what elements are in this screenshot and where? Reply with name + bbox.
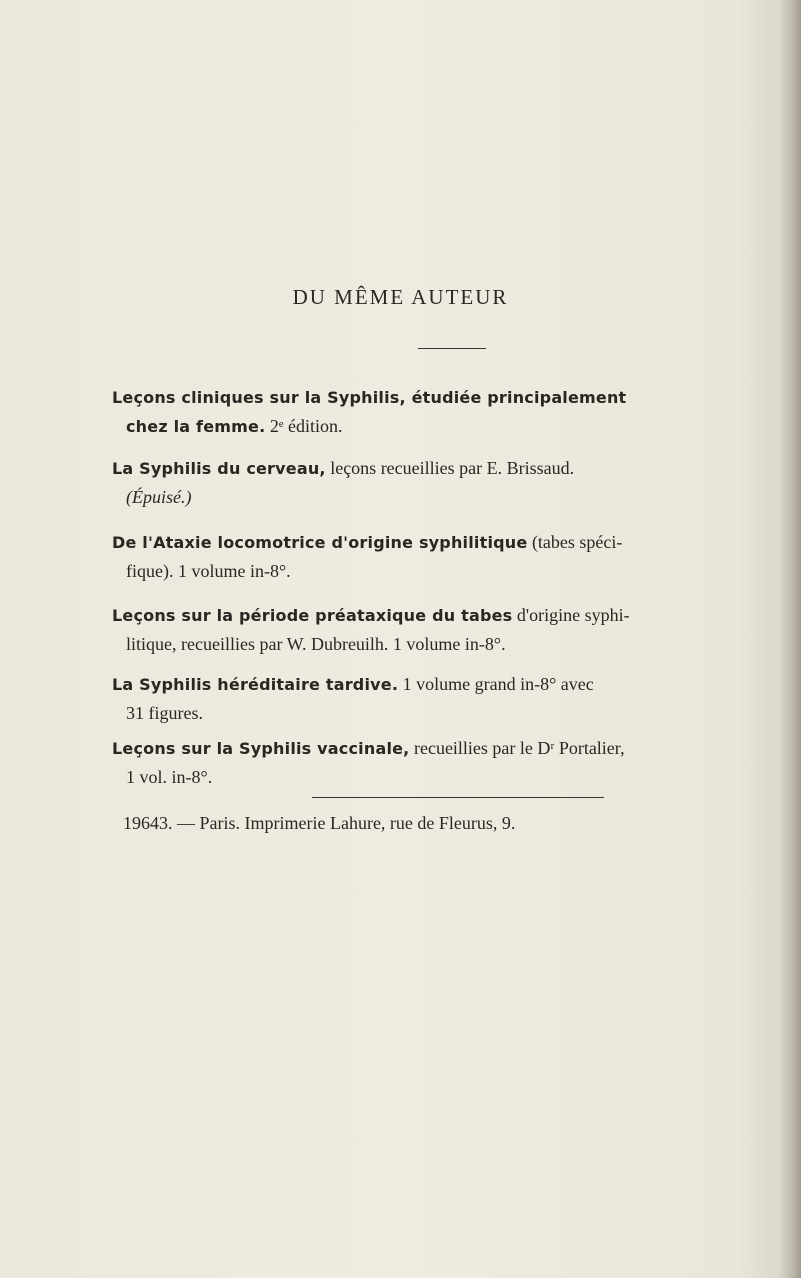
entry-detail: 1 vol. in-8°. xyxy=(126,767,213,787)
bibliography-entry xyxy=(112,528,752,586)
entry-detail: 2ᵉ édition. xyxy=(265,416,343,436)
page-heading: DU MÊME AUTEUR xyxy=(292,285,509,309)
page-edge-shadow xyxy=(779,0,801,1278)
footer-rule xyxy=(312,797,604,798)
entry-title: La Syphilis héréditaire tardive. xyxy=(112,675,399,694)
printer-imprint: 19643. — Paris. Imprimerie Lahure, rue de Fleurus, 9. xyxy=(123,813,516,833)
bibliography-entry xyxy=(112,601,752,659)
heading-rule xyxy=(418,348,486,349)
entry-detail: 31 figures. xyxy=(126,703,203,723)
entry-detail: d'origine syphi- xyxy=(512,605,630,625)
entry-title: Leçons sur la période préataxique du tabes xyxy=(112,606,513,625)
entry-detail: (Épuisé.) xyxy=(126,487,192,507)
bibliography-entry xyxy=(112,454,752,512)
entry-title-cont: chez la femme. xyxy=(126,417,266,436)
entry-detail: leçons recueillies par E. Brissaud. xyxy=(325,458,575,478)
entry-detail: fique). 1 volume in-8°. xyxy=(126,561,291,581)
entry-title: De l'Ataxie locomotrice d'origine syphilitique xyxy=(112,533,528,552)
bibliography-entry xyxy=(112,734,752,792)
entry-title: Leçons cliniques sur la Syphilis, étudiée principalement xyxy=(112,388,627,407)
bibliography-entry xyxy=(112,670,752,728)
entry-detail: 1 volume grand in-8° avec xyxy=(398,674,594,694)
entry-detail: recueillies par le Dʳ Portalier, xyxy=(409,738,625,758)
entry-detail: litique, recueillies par W. Dubreuilh. 1 volume in-8°. xyxy=(126,634,506,654)
entry-detail: (tabes spéci- xyxy=(527,532,623,552)
bibliography-entry xyxy=(112,384,752,441)
entry-title: La Syphilis du cerveau, xyxy=(112,459,326,478)
entry-title: Leçons sur la Syphilis vaccinale, xyxy=(112,739,410,758)
